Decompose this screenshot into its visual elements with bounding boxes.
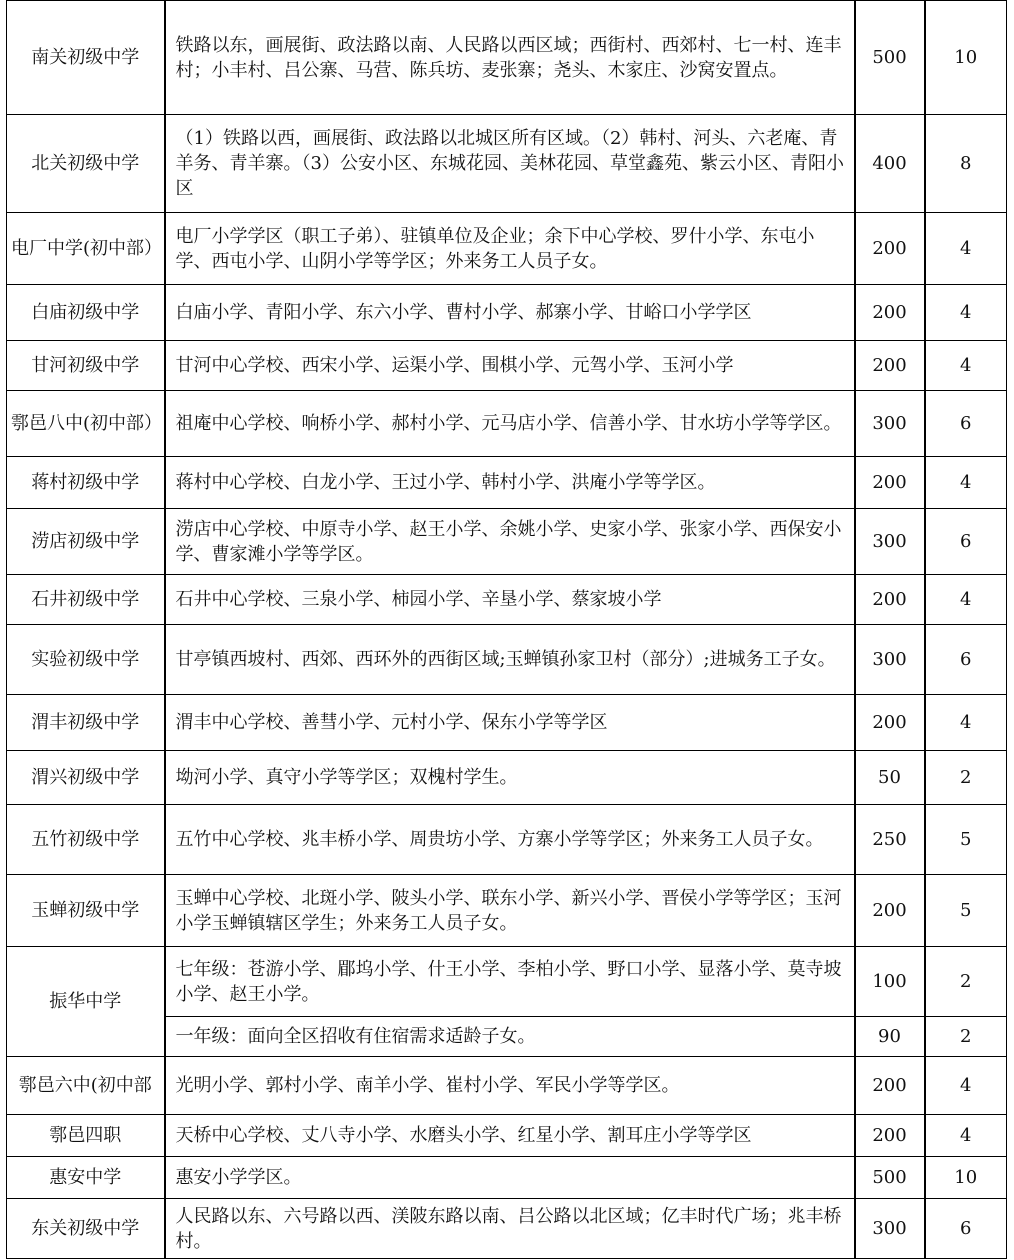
students-cell — [855, 457, 925, 509]
students-value: 90 — [878, 1026, 901, 1047]
school-name-cell — [7, 1115, 165, 1157]
district-cell — [165, 805, 855, 875]
district-text: 石井中心学校、三泉小学、柿园小学、辛垦小学、蔡家坡小学 — [175, 589, 662, 610]
classes-value: 4 — [960, 712, 972, 733]
students-cell — [855, 391, 925, 457]
classes-cell — [925, 285, 1007, 341]
table-row — [7, 1115, 1007, 1157]
school-name-cell — [7, 575, 165, 625]
table-row — [7, 391, 1007, 457]
students-cell — [855, 341, 925, 391]
students-cell — [855, 115, 925, 213]
classes-cell — [925, 457, 1007, 509]
table-row — [7, 1, 1007, 115]
school-name: 实验初级中学 — [31, 649, 140, 670]
school-name-cell — [7, 947, 165, 1057]
classes-cell — [925, 1157, 1007, 1199]
district-cell — [165, 341, 855, 391]
students-cell — [855, 1115, 925, 1157]
students-value: 300 — [872, 649, 907, 670]
school-name-cell — [7, 1057, 165, 1115]
district-text: 人民路以东、六号路以西、渼陂东路以南、吕公路以北区域；亿丰时代广场；兆丰桥村。 — [175, 1205, 842, 1252]
classes-cell — [925, 1115, 1007, 1157]
classes-cell — [925, 341, 1007, 391]
district-cell — [165, 1199, 855, 1259]
table-row — [7, 805, 1007, 875]
district-cell — [165, 947, 855, 1017]
school-name: 振华中学 — [49, 991, 122, 1012]
district-cell — [165, 285, 855, 341]
district-text: 玉蝉中心学校、北斑小学、陂头小学、联东小学、新兴小学、晋侯小学等学区；玉河小学玉蝉镇辖区学生；外来务工人员子女。 — [175, 887, 842, 934]
school-name: 渭兴初级中学 — [31, 767, 140, 788]
school-name-cell — [7, 457, 165, 509]
table-row — [7, 1157, 1007, 1199]
students-value: 200 — [872, 355, 907, 376]
students-cell — [855, 1157, 925, 1199]
school-name-cell — [7, 875, 165, 947]
table-row — [7, 285, 1007, 341]
students-cell — [855, 805, 925, 875]
classes-cell — [925, 947, 1007, 1017]
students-cell — [855, 285, 925, 341]
table-row — [7, 751, 1007, 805]
school-name-cell — [7, 695, 165, 751]
district-text: 蒋村中心学校、白龙小学、王过小学、韩村小学、洪庵小学等学区。 — [175, 472, 716, 493]
district-text: 五竹中心学校、兆丰桥小学、周贵坊小学、方寨小学等学区；外来务工人员子女。 — [175, 829, 824, 850]
classes-cell — [925, 115, 1007, 213]
district-text: 甘河中心学校、西宋小学、运渠小学、围棋小学、元驾小学、玉河小学 — [175, 355, 734, 376]
classes-value: 4 — [960, 472, 972, 493]
district-text: 渭丰中心学校、善彗小学、元村小学、保东小学等学区 — [175, 712, 608, 733]
students-value: 200 — [872, 1125, 907, 1146]
students-cell — [855, 1, 925, 115]
district-text: 天桥中心学校、丈八寺小学、水磨头小学、红星小学、割耳庄小学等学区 — [175, 1125, 752, 1146]
students-value: 200 — [872, 589, 907, 610]
classes-cell — [925, 1, 1007, 115]
students-cell — [855, 875, 925, 947]
students-value: 500 — [872, 47, 907, 68]
classes-value: 8 — [960, 153, 972, 174]
classes-value: 4 — [960, 302, 972, 323]
district-text: 一年级：面向全区招收有住宿需求适龄子女。 — [175, 1026, 536, 1047]
classes-value: 6 — [960, 413, 972, 434]
students-cell — [855, 213, 925, 285]
school-name-cell — [7, 509, 165, 575]
school-name-cell — [7, 1199, 165, 1259]
table-row — [7, 1199, 1007, 1259]
table-row — [7, 457, 1007, 509]
table-row — [7, 695, 1007, 751]
classes-value: 4 — [960, 355, 972, 376]
students-value: 400 — [872, 153, 907, 174]
district-text: 坳河小学、真守小学等学区；双槐村学生。 — [175, 767, 518, 788]
students-value: 200 — [872, 238, 907, 259]
classes-cell — [925, 509, 1007, 575]
school-name: 电厂中学(初中部） — [11, 238, 163, 259]
classes-value: 4 — [960, 589, 972, 610]
school-name-cell — [7, 341, 165, 391]
district-cell — [165, 391, 855, 457]
students-value: 50 — [878, 767, 901, 788]
district-cell — [165, 625, 855, 695]
classes-cell — [925, 805, 1007, 875]
district-text: （1）铁路以西，画展街、政法路以北城区所有区域。（2）韩村、河头、六老庵、青羊务、青羊寨。（3）公安小区、东城花园、美林花园、草堂鑫苑、紫云小区、青阳小区 — [175, 128, 844, 199]
district-cell — [165, 695, 855, 751]
school-name-cell — [7, 805, 165, 875]
school-name: 白庙初级中学 — [31, 302, 140, 323]
school-name: 鄠邑六中(初中部 — [18, 1075, 152, 1096]
classes-cell — [925, 1017, 1007, 1057]
district-cell — [165, 457, 855, 509]
classes-cell — [925, 575, 1007, 625]
students-value: 100 — [872, 971, 907, 992]
students-cell — [855, 1199, 925, 1259]
district-cell — [165, 213, 855, 285]
district-cell — [165, 1017, 855, 1057]
district-text: 白庙小学、青阳小学、东六小学、曹村小学、郝寨小学、甘峪口小学学区 — [175, 302, 752, 323]
enrollment-table — [6, 0, 1007, 1259]
school-name: 鄠邑八中(初中部） — [11, 413, 163, 434]
classes-value: 10 — [954, 1167, 978, 1188]
district-cell — [165, 1115, 855, 1157]
school-name: 渭丰初级中学 — [31, 712, 140, 733]
students-cell — [855, 575, 925, 625]
table-row — [7, 509, 1007, 575]
students-value: 200 — [872, 472, 907, 493]
classes-value: 5 — [960, 829, 972, 850]
classes-value: 6 — [960, 531, 972, 552]
classes-cell — [925, 625, 1007, 695]
district-cell — [165, 875, 855, 947]
district-text: 惠安小学学区。 — [175, 1167, 302, 1188]
table-row — [7, 875, 1007, 947]
classes-cell — [925, 391, 1007, 457]
school-name: 惠安中学 — [49, 1167, 122, 1188]
students-value: 250 — [872, 829, 907, 850]
school-name-cell — [7, 751, 165, 805]
district-cell — [165, 1, 855, 115]
students-cell — [855, 751, 925, 805]
students-value: 300 — [872, 531, 907, 552]
school-name: 蒋村初级中学 — [31, 472, 140, 493]
school-name: 玉蝉初级中学 — [31, 900, 140, 921]
district-cell — [165, 575, 855, 625]
district-text: 甘亭镇西坡村、西郊、西环外的西街区域;玉蝉镇孙家卫村（部分）;进城务工子女。 — [175, 649, 836, 670]
school-name-cell — [7, 625, 165, 695]
students-value: 200 — [872, 302, 907, 323]
school-name: 甘河初级中学 — [31, 355, 140, 376]
district-text: 电厂小学学区（职工子弟）、驻镇单位及企业；余下中心学校、罗什小学、东屯小学、西屯小学、山阴小学等学区；外来务工人员子女。 — [175, 225, 815, 272]
classes-cell — [925, 1057, 1007, 1115]
table-row — [7, 213, 1007, 285]
classes-value: 4 — [960, 1125, 972, 1146]
school-name: 鄠邑四职 — [49, 1125, 122, 1146]
table-row — [7, 1057, 1007, 1115]
students-cell — [855, 695, 925, 751]
school-name-cell — [7, 213, 165, 285]
table-row — [7, 947, 1007, 1017]
district-cell — [165, 1157, 855, 1199]
district-text: 铁路以东，画展街、政法路以南、人民路以西区域；西街村、西郊村、七一村、连丰村；小丰村、吕公寨、马营、陈兵坊、麦张寨；尧头、木家庄、沙窝安置点。 — [175, 34, 842, 81]
district-text: 七年级：苍游小学、郿坞小学、什王小学、李柏小学、野口小学、显落小学、莫寺坡小学、赵王小学。 — [175, 958, 842, 1005]
table-row — [7, 625, 1007, 695]
school-name: 北关初级中学 — [31, 153, 140, 174]
classes-value: 2 — [960, 971, 972, 992]
classes-value: 5 — [960, 900, 972, 921]
students-value: 500 — [872, 1167, 907, 1188]
school-name-cell — [7, 391, 165, 457]
classes-value: 6 — [960, 1218, 972, 1239]
students-cell — [855, 947, 925, 1017]
classes-value: 2 — [960, 767, 972, 788]
classes-cell — [925, 1199, 1007, 1259]
district-text: 祖庵中心学校、响桥小学、郝村小学、元马店小学、信善小学、甘水坊小学等学区。 — [175, 413, 842, 434]
school-name: 石井初级中学 — [31, 589, 140, 610]
classes-cell — [925, 751, 1007, 805]
students-cell — [855, 509, 925, 575]
school-name-cell — [7, 1, 165, 115]
district-text: 涝店中心学校、中原寺小学、赵王小学、余姚小学、史家小学、张家小学、西保安小学、曹家滩小学等学区。 — [175, 518, 842, 565]
classes-value: 2 — [960, 1026, 972, 1047]
school-name-cell — [7, 285, 165, 341]
school-name-cell — [7, 1157, 165, 1199]
classes-cell — [925, 695, 1007, 751]
classes-value: 6 — [960, 649, 972, 670]
table-row — [7, 115, 1007, 213]
classes-value: 4 — [960, 238, 972, 259]
classes-value: 10 — [954, 47, 978, 68]
classes-value: 4 — [960, 1075, 972, 1096]
students-value: 300 — [872, 413, 907, 434]
students-value: 200 — [872, 900, 907, 921]
classes-cell — [925, 213, 1007, 285]
classes-cell — [925, 875, 1007, 947]
district-cell — [165, 115, 855, 213]
district-cell — [165, 509, 855, 575]
students-cell — [855, 1017, 925, 1057]
table-row — [7, 341, 1007, 391]
school-name-cell — [7, 115, 165, 213]
school-name: 南关初级中学 — [31, 47, 140, 68]
school-name: 涝店初级中学 — [31, 531, 140, 552]
district-cell — [165, 1057, 855, 1115]
table-row — [7, 575, 1007, 625]
school-name: 东关初级中学 — [31, 1218, 140, 1239]
students-value: 200 — [872, 712, 907, 733]
students-value: 200 — [872, 1075, 907, 1096]
students-value: 300 — [872, 1218, 907, 1239]
district-cell — [165, 751, 855, 805]
school-name: 五竹初级中学 — [31, 829, 140, 850]
table-body — [7, 1, 1007, 1259]
students-cell — [855, 1057, 925, 1115]
district-text: 光明小学、郭村小学、南羊小学、崔村小学、军民小学等学区。 — [175, 1075, 680, 1096]
students-cell — [855, 625, 925, 695]
